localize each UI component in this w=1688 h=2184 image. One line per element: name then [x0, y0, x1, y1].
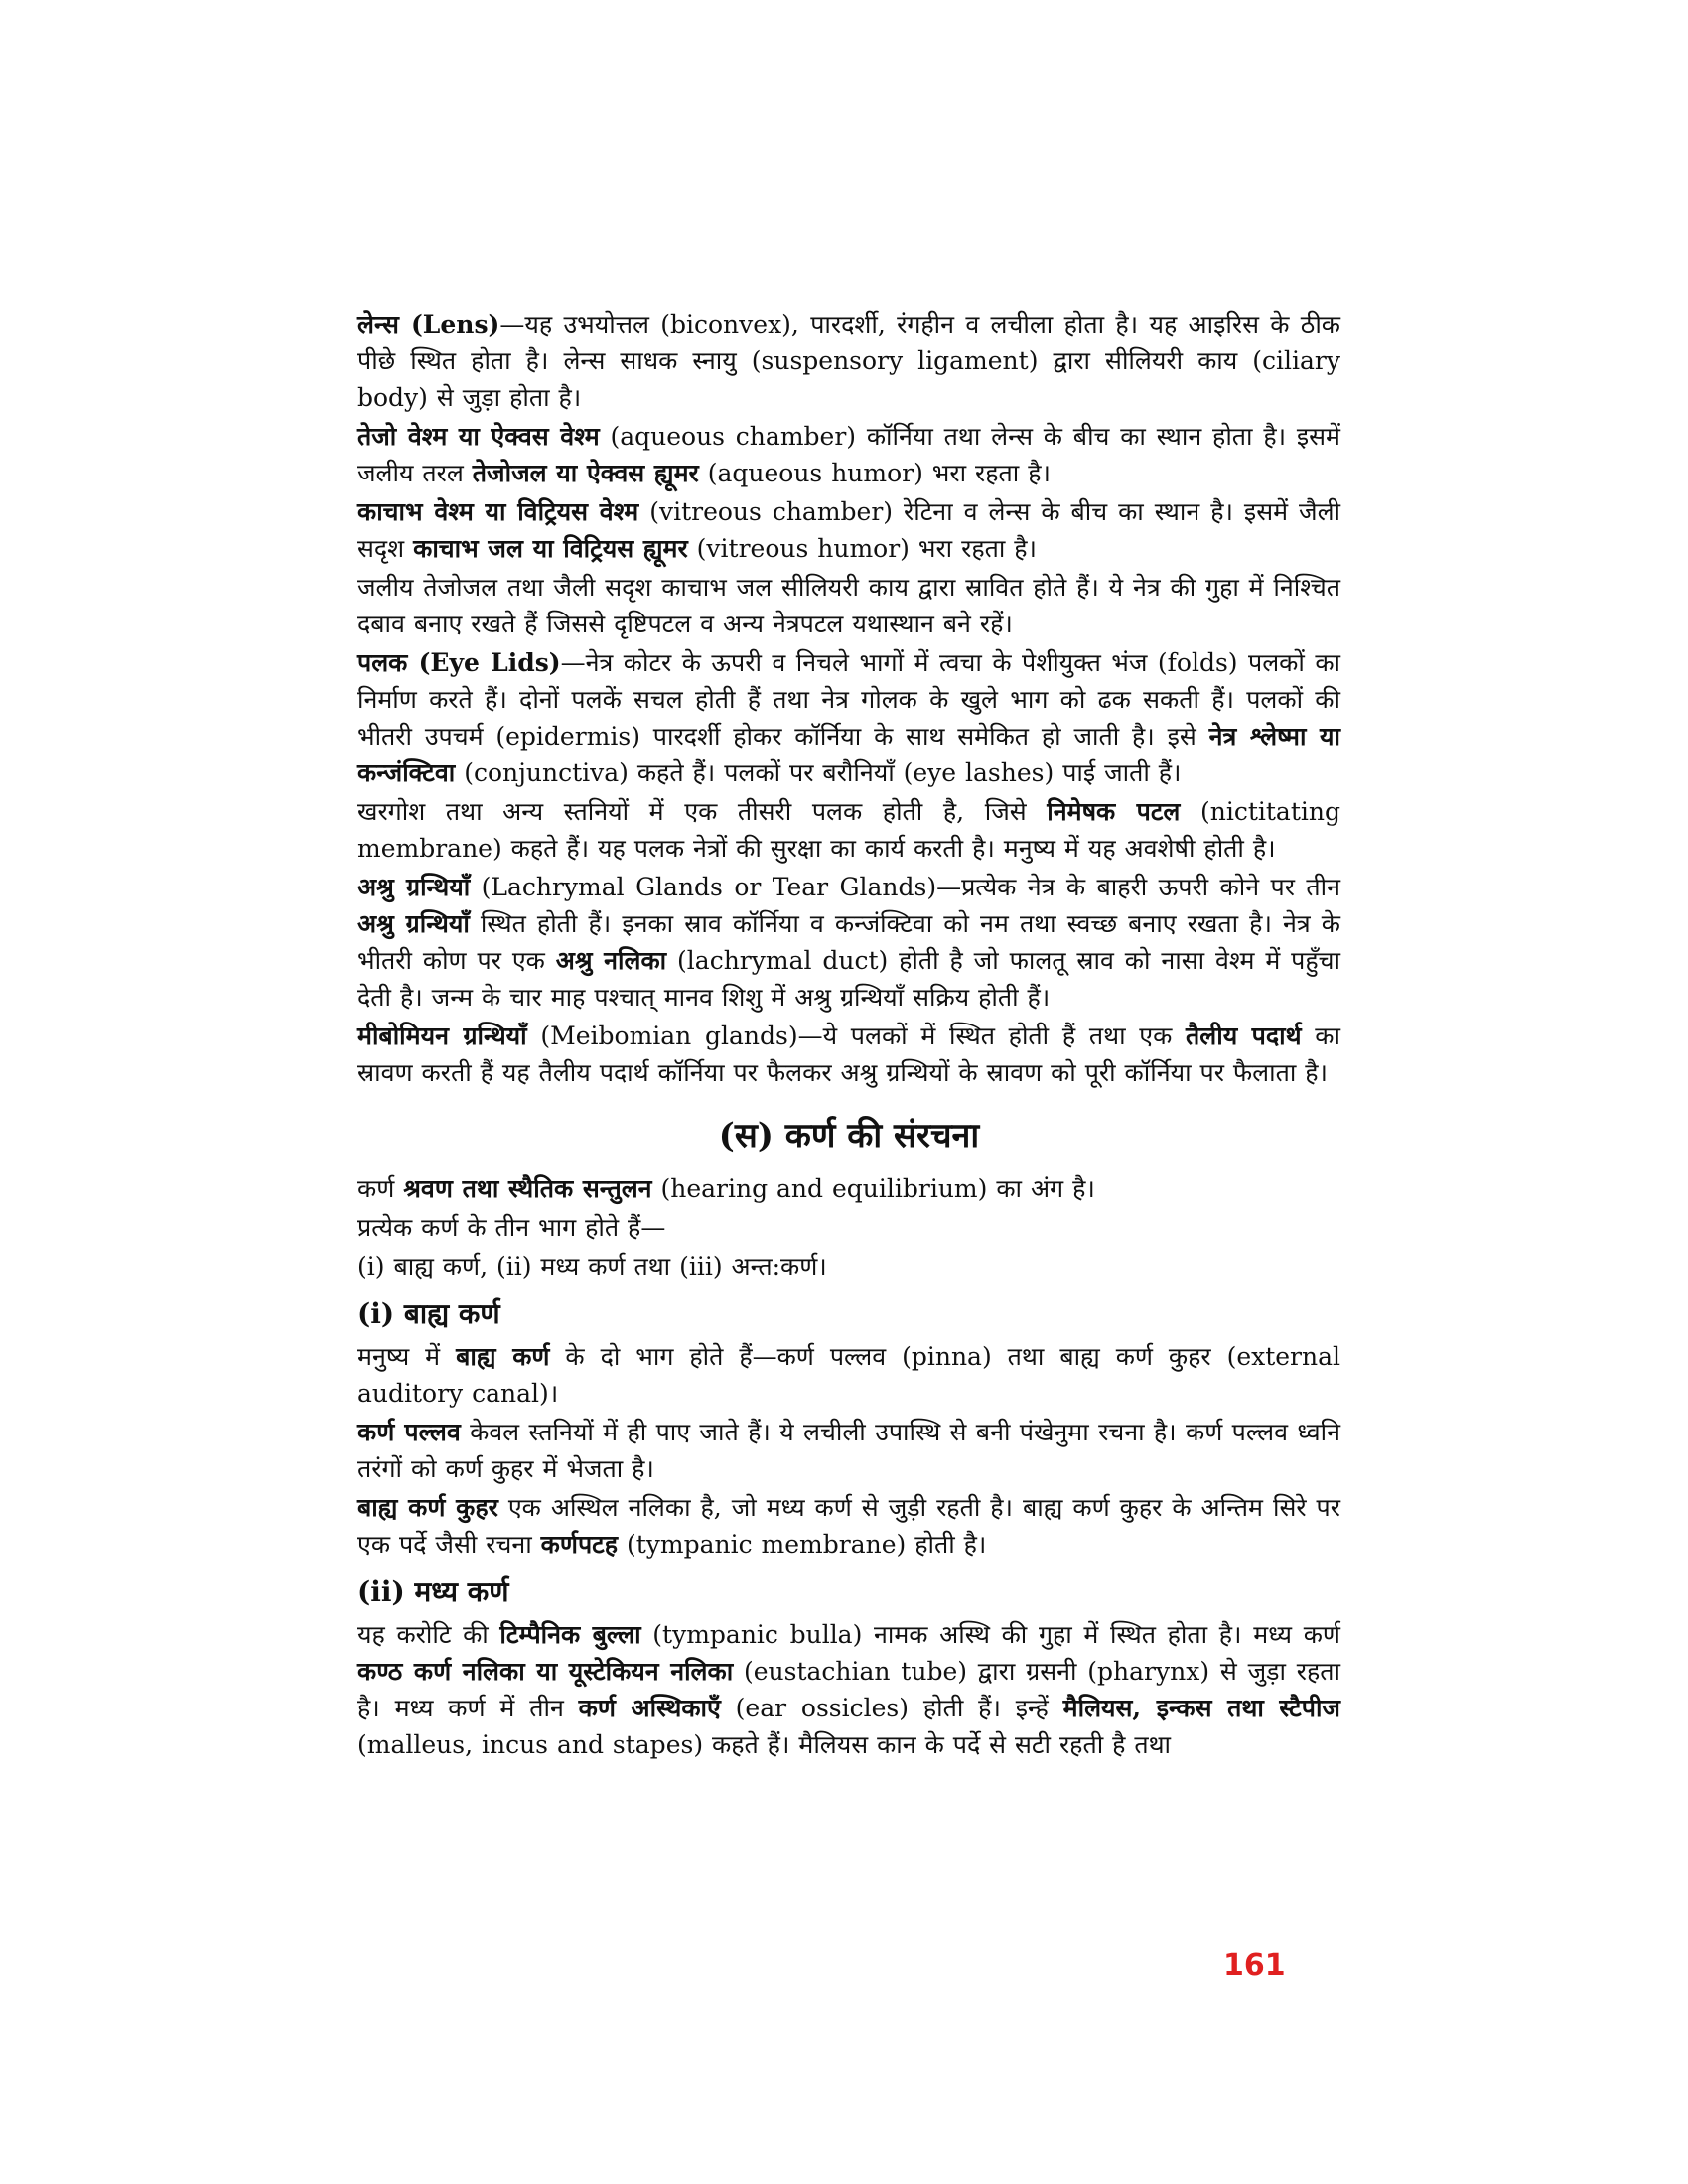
eyelids-term: पलक (Eye Lids) — [357, 648, 561, 677]
eyelids-text-2: (conjunctiva) कहते हैं। पलकों पर बरौनियाँ (eye lashes) पाई जाती हैं। — [455, 758, 1182, 787]
conjunctiva-term: नेत्र श्लेष्मा या कन्जंक्टिवा — [357, 722, 1340, 787]
middle-ear-text-2: (tympanic bulla) नामक अस्थि की गुहा में स्थित होता है। मध्य कर्ण — [640, 1620, 1340, 1649]
meibomian-term: मीबोमियन ग्रन्थियाँ — [357, 1022, 527, 1050]
middle-ear-heading: (ii) मध्य कर्ण — [357, 1575, 509, 1608]
auditory-canal-paragraph — [357, 1489, 1340, 1563]
pinna-text: केवल स्तनियों में ही पाए जाते हैं। ये लचीली उपास्थि से बनी पंखेनुमा रचना है। कर्ण पल्लव ध्वनि तरंगों को कर्ण कुहर में भेजता है। — [357, 1418, 1340, 1483]
ear-ossicles-term: कर्ण अस्थिकाएँ — [578, 1694, 721, 1722]
lachrymal-duct-term: अश्रु नलिका — [555, 946, 667, 975]
lachrymal-text-2: स्थित होती हैं। इनका स्राव कॉर्निया व कन्जंक्टिवा को नम तथा स्वच्छ बनाए रखता है। नेत्र के भीतरी कोण पर एक — [357, 909, 1340, 975]
meibomian-paragraph — [357, 1018, 1340, 1091]
vitreous-text-2: (vitreous humor) भरा रहता है। — [687, 534, 1038, 563]
ear-parts-intro: प्रत्येक कर्ण के तीन भाग होते हैं— — [357, 1213, 666, 1242]
eyelids-paragraph — [357, 644, 1340, 791]
tympanic-membrane-term: कर्णपटह — [540, 1530, 619, 1559]
lens-paragraph — [357, 306, 1340, 416]
nictitating-text-2: (nictitating membrane) कहते हैं। यह पलक नेत्रों की सुरक्षा का कार्य करती है। मनुष्य में यह अवशेषी होती है। — [357, 797, 1340, 863]
vitreous-chamber-term: काचाभ वेश्म या विट्रियस वेश्म — [357, 497, 639, 526]
middle-ear-text-1: यह करोटि की — [357, 1620, 500, 1649]
nictitating-term: निमेषक पटल — [1047, 797, 1181, 826]
eyelids-text-1: —नेत्र कोटर के ऊपरी व निचले भागों में त्वचा के पेशीयुक्त भंज (folds) पलकों का निर्माण करते हैं। दोनों पलकें सचल होती हैं तथा नेत्र गोलक के खुले भाग को ढक सकती हैं। पलकों की भीतरी उपचर्म (epidermis) पारदर्शी होकर कॉर्निया के साथ समेकित हो जाती है। इसे — [357, 648, 1340, 751]
aqueous-paragraph — [357, 418, 1340, 491]
outer-ear-heading: (i) बाह्य कर्ण — [357, 1297, 500, 1330]
middle-ear-paragraph — [357, 1616, 1340, 1763]
pinna-paragraph — [357, 1414, 1340, 1487]
nictitating-paragraph — [357, 793, 1340, 867]
page-content — [357, 306, 1340, 1765]
auditory-canal-text-2: (tympanic membrane) होती है। — [618, 1530, 987, 1559]
aqueous-chamber-term: तेजो वेश्म या ऐक्वस वेश्म — [357, 422, 600, 451]
outer-ear-term: बाह्य कर्ण — [456, 1342, 550, 1371]
vitreous-humor-term: काचाभ जल या विट्रियस ह्यूमर — [413, 534, 688, 563]
lachrymal-glands-term-2: अश्रु ग्रन्थियाँ — [357, 909, 470, 938]
lens-text: —यह उभयोत्तल (biconvex), पारदर्शी, रंगहीन व लचीला होता है। यह आइरिस के ठीक पीछे स्थित होता है। लेन्स साधक स्नायु (suspensory ligament) द्वारा सीलियरी काय (ciliary body) से जुड़ा होता है। — [357, 310, 1340, 412]
vitreous-text-1: (vitreous chamber) रेटिना व लेन्स के बीच का स्थान है। इसमें जैली सदृश — [357, 497, 1340, 563]
lens-term: लेन्स (Lens) — [357, 310, 500, 339]
aqueous-text-1: (aqueous chamber) कॉर्निया तथा लेन्स के बीच का स्थान होता है। इसमें जलीय तरल — [357, 422, 1340, 487]
lachrymal-glands-term: अश्रु ग्रन्थियाँ — [357, 873, 471, 901]
vitreous-paragraph — [357, 493, 1340, 567]
lachrymal-text-3: (lachrymal duct) होती है जो फालतू स्राव को नासा वेश्म में पहुँचा देती है। जन्म के चार माह पश्चात् मानव शिशु में अश्रु ग्रन्थियाँ सक्रिय होती हैं। — [357, 946, 1340, 1012]
ear-intro-paragraph — [357, 1170, 1340, 1207]
ear-intro-text-1: कर्ण — [357, 1174, 404, 1203]
ear-parts-list: (i) बाह्य कर्ण, (ii) मध्य कर्ण तथा (iii) अन्त:कर्ण। — [357, 1252, 827, 1281]
pinna-term: कर्ण पल्लव — [357, 1418, 461, 1446]
page-number: 161 — [1223, 1948, 1286, 1982]
outer-ear-paragraph-1 — [357, 1338, 1340, 1412]
outer-ear-text-2: के दो भाग होते हैं—कर्ण पल्लव (pinna) तथा बाह्य कर्ण कुहर (external auditory canal)। — [357, 1342, 1341, 1408]
hearing-term: श्रवण तथा स्थैतिक सन्तुलन — [403, 1174, 652, 1203]
outer-ear-text-1: मनुष्य में — [357, 1342, 457, 1371]
ossicle-names-term: मैलियस, इन्कस तथा स्टैपीज — [1062, 1694, 1340, 1722]
meibomian-text-1: (Meibomian glands)—ये पलकों में स्थित होती हैं तथा एक — [526, 1022, 1187, 1050]
nictitating-text-1: खरगोश तथा अन्य स्तनियों में एक तीसरी पलक होती है, जिसे — [357, 797, 1048, 826]
middle-ear-text-4: (ear ossicles) होती हैं। इन्हें — [720, 1694, 1063, 1722]
eustachian-tube-term: कण्ठ कर्ण नलिका या यूस्टेकियन नलिका — [357, 1657, 734, 1686]
ear-section-heading: (स) कर्ण की संरचना — [718, 1116, 980, 1156]
fluids-paragraph: जलीय तेजोजल तथा जैली सदृश काचाभ जल सीलियरी काय द्वारा स्रावित होते हैं। ये नेत्र की गुहा में निश्चित दबाव बनाए रखते हैं जिससे दृष्टिपटल व अन्य नेत्रपटल यथास्थान बने रहें। — [357, 573, 1340, 638]
aqueous-text-2: (aqueous humor) भरा रहता है। — [698, 459, 1051, 487]
ear-intro-text-2: (hearing and equilibrium) का अंग है। — [651, 1174, 1095, 1203]
auditory-canal-text-1: एक अस्थिल नलिका है, जो मध्य कर्ण से जुड़ी रहती है। बाह्य कर्ण कुहर के अन्तिम सिरे पर एक पर्दे जैसी रचना — [357, 1493, 1340, 1559]
oily-substance-term: तैलीय पदार्थ — [1186, 1022, 1302, 1050]
middle-ear-text-3: (eustachian tube) द्वारा ग्रसनी (pharynx) से जुड़ा रहता है। मध्य कर्ण में तीन — [357, 1657, 1340, 1722]
middle-ear-text-5: (malleus, incus and stapes) कहते हैं। मैलियस कान के पर्दे से सटी रहती है तथा — [357, 1730, 1172, 1759]
auditory-canal-term: बाह्य कर्ण कुहर — [357, 1493, 498, 1522]
meibomian-text-2: का स्रावण करती हैं यह तैलीय पदार्थ कॉर्निया पर फैलकर अश्रु ग्रन्थियों के स्रावण को पूरी कॉर्निया पर फैलाता है। — [357, 1022, 1340, 1087]
tympanic-bulla-term: टिम्पैनिक बुल्ला — [499, 1620, 641, 1649]
aqueous-humor-term: तेजोजल या ऐक्वस ह्यूमर — [472, 459, 699, 487]
lachrymal-paragraph — [357, 869, 1340, 1016]
lachrymal-text-1: (Lachrymal Glands or Tear Glands)—प्रत्येक नेत्र के बाहरी ऊपरी कोने पर तीन — [470, 873, 1340, 901]
